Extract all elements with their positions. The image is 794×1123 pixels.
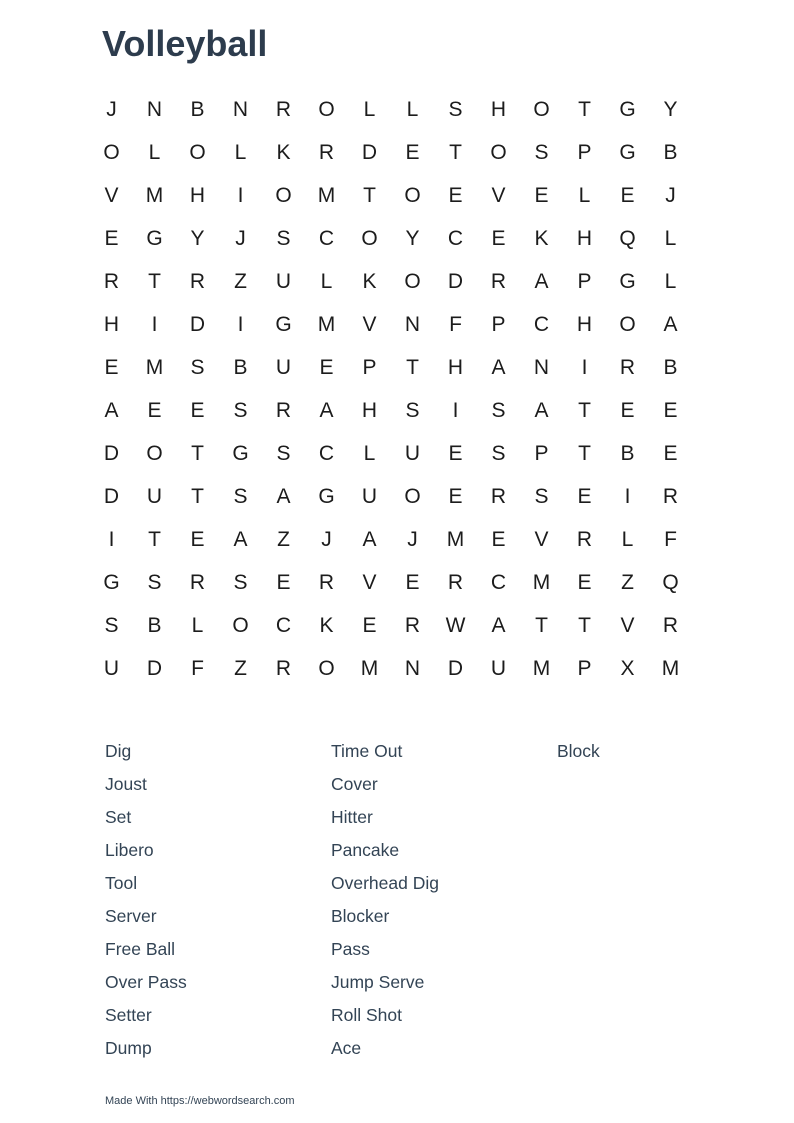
grid-letter: S <box>534 140 549 164</box>
grid-letter: E <box>448 441 463 465</box>
grid-letter: R <box>619 355 636 379</box>
grid-letter: E <box>190 527 205 551</box>
grid-letter: X <box>620 656 635 680</box>
grid-letter: Z <box>234 656 247 680</box>
grid-letter: A <box>319 398 334 422</box>
grid-letter: Y <box>190 226 205 250</box>
page-title: Volleyball <box>102 23 268 64</box>
word-list-item: Dump <box>105 1038 152 1058</box>
grid-letter: U <box>103 656 120 680</box>
word-list-item: Set <box>105 807 132 827</box>
grid-letter: R <box>189 269 206 293</box>
grid-letter: S <box>233 570 248 594</box>
grid-letter: Y <box>405 226 420 250</box>
grid-letter: S <box>276 226 291 250</box>
grid-letter: V <box>491 183 506 207</box>
grid-letter: T <box>148 269 161 293</box>
grid-letter: R <box>275 398 292 422</box>
grid-letter: S <box>233 398 248 422</box>
grid-letter: Z <box>234 269 247 293</box>
word-list-item: Server <box>105 906 157 926</box>
grid-letter: D <box>146 656 163 680</box>
grid-letter: H <box>490 97 507 121</box>
grid-letter: G <box>619 140 636 164</box>
word-list-column <box>331 735 557 1065</box>
grid-letter: E <box>620 398 635 422</box>
grid-letter: L <box>664 269 677 293</box>
word-list-item: Time Out <box>331 741 403 761</box>
grid-letter: T <box>578 441 591 465</box>
grid-letter: C <box>318 441 335 465</box>
grid-letter: L <box>234 140 247 164</box>
grid-letter: H <box>447 355 464 379</box>
grid-letter: T <box>191 441 204 465</box>
grid-letter: L <box>363 97 376 121</box>
grid-letter: O <box>404 183 421 207</box>
grid-letter: E <box>663 441 678 465</box>
grid-letter: D <box>103 484 120 508</box>
grid-letter: N <box>232 97 249 121</box>
word-list-item: Joust <box>105 774 147 794</box>
grid-letter: M <box>446 527 465 551</box>
grid-letter: I <box>624 484 631 508</box>
grid-letter: E <box>491 226 506 250</box>
word-list-item: Ace <box>331 1038 362 1058</box>
grid-letter: L <box>406 97 419 121</box>
grid-letter: D <box>447 269 464 293</box>
grid-letter: N <box>404 656 421 680</box>
grid-letter: B <box>147 613 162 637</box>
grid-letter: T <box>578 97 591 121</box>
grid-letter: V <box>362 312 377 336</box>
grid-letter: G <box>146 226 163 250</box>
grid-letter: L <box>664 226 677 250</box>
word-list-item: Hitter <box>331 807 373 827</box>
grid-letter: N <box>146 97 163 121</box>
grid-letter: O <box>232 613 249 637</box>
grid-letter: P <box>577 656 592 680</box>
word-list-item: Cover <box>331 774 378 794</box>
grid-letter: C <box>533 312 550 336</box>
grid-letter: H <box>576 312 593 336</box>
grid-letter: R <box>404 613 421 637</box>
grid-letter: O <box>318 656 335 680</box>
grid-letter: K <box>362 269 377 293</box>
grid-letter: U <box>404 441 421 465</box>
grid-letter: J <box>106 97 117 121</box>
grid-letter: U <box>490 656 507 680</box>
grid-letter: O <box>404 269 421 293</box>
grid-letter: O <box>490 140 507 164</box>
grid-letter: R <box>189 570 206 594</box>
word-list-item: Overhead Dig <box>331 873 439 893</box>
grid-letter: P <box>534 441 549 465</box>
grid-letter: T <box>578 398 591 422</box>
grid-letter: S <box>147 570 162 594</box>
grid-letter: N <box>533 355 550 379</box>
grid-letter: A <box>534 398 549 422</box>
word-list-item: Pass <box>331 939 370 959</box>
word-list-item: Libero <box>105 840 154 860</box>
grid-letter: Q <box>619 226 636 250</box>
grid-letter: D <box>361 140 378 164</box>
footer-credit: Made With https://webwordsearch.com <box>105 1095 295 1107</box>
grid-letter: V <box>620 613 635 637</box>
grid-letter: M <box>532 656 551 680</box>
grid-letter: O <box>619 312 636 336</box>
grid-letter: G <box>103 570 120 594</box>
grid-letter: G <box>275 312 292 336</box>
grid-letter: R <box>576 527 593 551</box>
grid-letter: H <box>189 183 206 207</box>
word-list-item: Roll Shot <box>331 1005 403 1025</box>
grid-letter: M <box>145 355 164 379</box>
grid-letter: I <box>581 355 588 379</box>
grid-letter: D <box>103 441 120 465</box>
grid-letter: M <box>360 656 379 680</box>
grid-letter: V <box>362 570 377 594</box>
grid-letter: M <box>317 183 336 207</box>
grid-letter: N <box>404 312 421 336</box>
grid-letter: I <box>452 398 459 422</box>
grid-letter: A <box>491 355 506 379</box>
grid-letter: J <box>321 527 332 551</box>
grid-letter: E <box>104 226 119 250</box>
grid-letter: G <box>232 441 249 465</box>
grid-letter: H <box>361 398 378 422</box>
grid-letter: F <box>449 312 462 336</box>
grid-letter: P <box>577 140 592 164</box>
grid-letter: O <box>404 484 421 508</box>
grid-letter: M <box>661 656 680 680</box>
grid-letter: C <box>447 226 464 250</box>
grid-letter: O <box>318 97 335 121</box>
grid-letter: M <box>532 570 551 594</box>
grid-letter: M <box>317 312 336 336</box>
grid-letter: K <box>534 226 549 250</box>
grid-letter: S <box>491 441 506 465</box>
grid-letter: S <box>233 484 248 508</box>
grid-letter: A <box>534 269 549 293</box>
grid-letter: V <box>104 183 119 207</box>
grid-letter: R <box>662 613 679 637</box>
grid-letter: E <box>577 570 592 594</box>
grid-letter: S <box>276 441 291 465</box>
grid-letter: D <box>447 656 464 680</box>
grid-letter: R <box>275 656 292 680</box>
grid-letter: I <box>151 312 158 336</box>
grid-letter: S <box>104 613 119 637</box>
word-list-item: Free Ball <box>105 939 176 959</box>
grid-letter: A <box>276 484 291 508</box>
word-list-item: Setter <box>105 1005 152 1025</box>
grid-letter: C <box>318 226 335 250</box>
word-list-item: Jump Serve <box>331 972 425 992</box>
grid-letter: E <box>362 613 377 637</box>
grid-letter: A <box>491 613 506 637</box>
grid-letter: O <box>275 183 292 207</box>
grid-letter: I <box>237 312 244 336</box>
grid-letter: J <box>407 527 418 551</box>
grid-letter: S <box>448 97 463 121</box>
grid-letter: H <box>576 226 593 250</box>
grid-letter: S <box>405 398 420 422</box>
grid-letter: P <box>362 355 377 379</box>
grid-letter: R <box>318 570 335 594</box>
word-list-column <box>557 735 783 1065</box>
word-list-item: Dig <box>105 741 132 761</box>
word-list-item: Pancake <box>331 840 400 860</box>
grid-letter: S <box>491 398 506 422</box>
grid-letter: I <box>108 527 115 551</box>
grid-letter: E <box>190 398 205 422</box>
grid-letter: E <box>405 140 420 164</box>
grid-letter: J <box>665 183 676 207</box>
grid-letter: R <box>103 269 120 293</box>
grid-letter: Z <box>277 527 290 551</box>
grid-letter: U <box>361 484 378 508</box>
grid-letter: T <box>535 613 548 637</box>
grid-letter: U <box>275 269 292 293</box>
grid-letter: J <box>235 226 246 250</box>
grid-letter: G <box>619 97 636 121</box>
grid-letter: A <box>362 527 377 551</box>
word-list-item: Block <box>557 741 600 761</box>
grid-letter: C <box>275 613 292 637</box>
grid-letter: E <box>491 527 506 551</box>
grid-letter: A <box>104 398 119 422</box>
letter-grid <box>90 88 692 690</box>
grid-letter: T <box>406 355 419 379</box>
grid-letter: R <box>490 269 507 293</box>
grid-letter: T <box>363 183 376 207</box>
grid-letter: F <box>664 527 677 551</box>
grid-letter: L <box>363 441 376 465</box>
grid-letter: T <box>148 527 161 551</box>
grid-letter: B <box>190 97 205 121</box>
grid-letter: E <box>577 484 592 508</box>
word-list-item: Blocker <box>331 906 390 926</box>
grid-letter: R <box>275 97 292 121</box>
grid-letter: R <box>447 570 464 594</box>
grid-letter: B <box>663 140 678 164</box>
grid-letter: R <box>490 484 507 508</box>
grid-letter: A <box>663 312 678 336</box>
grid-letter: V <box>534 527 549 551</box>
grid-letter: U <box>146 484 163 508</box>
grid-letter: C <box>490 570 507 594</box>
grid-letter: T <box>578 613 591 637</box>
grid-letter: R <box>318 140 335 164</box>
grid-letter: O <box>146 441 163 465</box>
grid-letter: Q <box>662 570 679 594</box>
grid-letter: K <box>276 140 291 164</box>
grid-letter: S <box>534 484 549 508</box>
grid-letter: F <box>191 656 204 680</box>
grid-letter: E <box>663 398 678 422</box>
word-list-item: Tool <box>105 873 138 893</box>
grid-letter: W <box>445 613 466 637</box>
grid-letter: B <box>620 441 635 465</box>
grid-letter: E <box>319 355 334 379</box>
grid-letter: U <box>275 355 292 379</box>
grid-letter: L <box>320 269 333 293</box>
grid-letter: K <box>319 613 334 637</box>
word-list-item: Over Pass <box>105 972 187 992</box>
grid-letter: O <box>103 140 120 164</box>
grid-letter: E <box>620 183 635 207</box>
grid-letter: L <box>191 613 204 637</box>
grid-letter: T <box>449 140 462 164</box>
grid-letter: E <box>448 183 463 207</box>
grid-letter: E <box>276 570 291 594</box>
grid-letter: L <box>578 183 591 207</box>
grid-letter: O <box>189 140 206 164</box>
grid-letter: E <box>405 570 420 594</box>
grid-letter: Y <box>663 97 678 121</box>
grid-letter: R <box>662 484 679 508</box>
grid-letter: G <box>619 269 636 293</box>
grid-letter: G <box>318 484 335 508</box>
grid-letter: L <box>621 527 634 551</box>
grid-letter: Z <box>621 570 634 594</box>
grid-letter: B <box>233 355 248 379</box>
word-list <box>105 735 783 1065</box>
grid-letter: P <box>491 312 506 336</box>
grid-letter: P <box>577 269 592 293</box>
grid-letter: O <box>361 226 378 250</box>
grid-letter: A <box>233 527 248 551</box>
grid-letter: L <box>148 140 161 164</box>
grid-letter: O <box>533 97 550 121</box>
grid-letter: E <box>147 398 162 422</box>
grid-letter: S <box>190 355 205 379</box>
word-list-column <box>105 735 331 1065</box>
grid-letter: M <box>145 183 164 207</box>
grid-letter: B <box>663 355 678 379</box>
grid-letter: H <box>103 312 120 336</box>
grid-letter: E <box>448 484 463 508</box>
grid-letter: E <box>104 355 119 379</box>
grid-letter: I <box>237 183 244 207</box>
grid-letter: T <box>191 484 204 508</box>
grid-letter: E <box>534 183 549 207</box>
grid-letter: D <box>189 312 206 336</box>
